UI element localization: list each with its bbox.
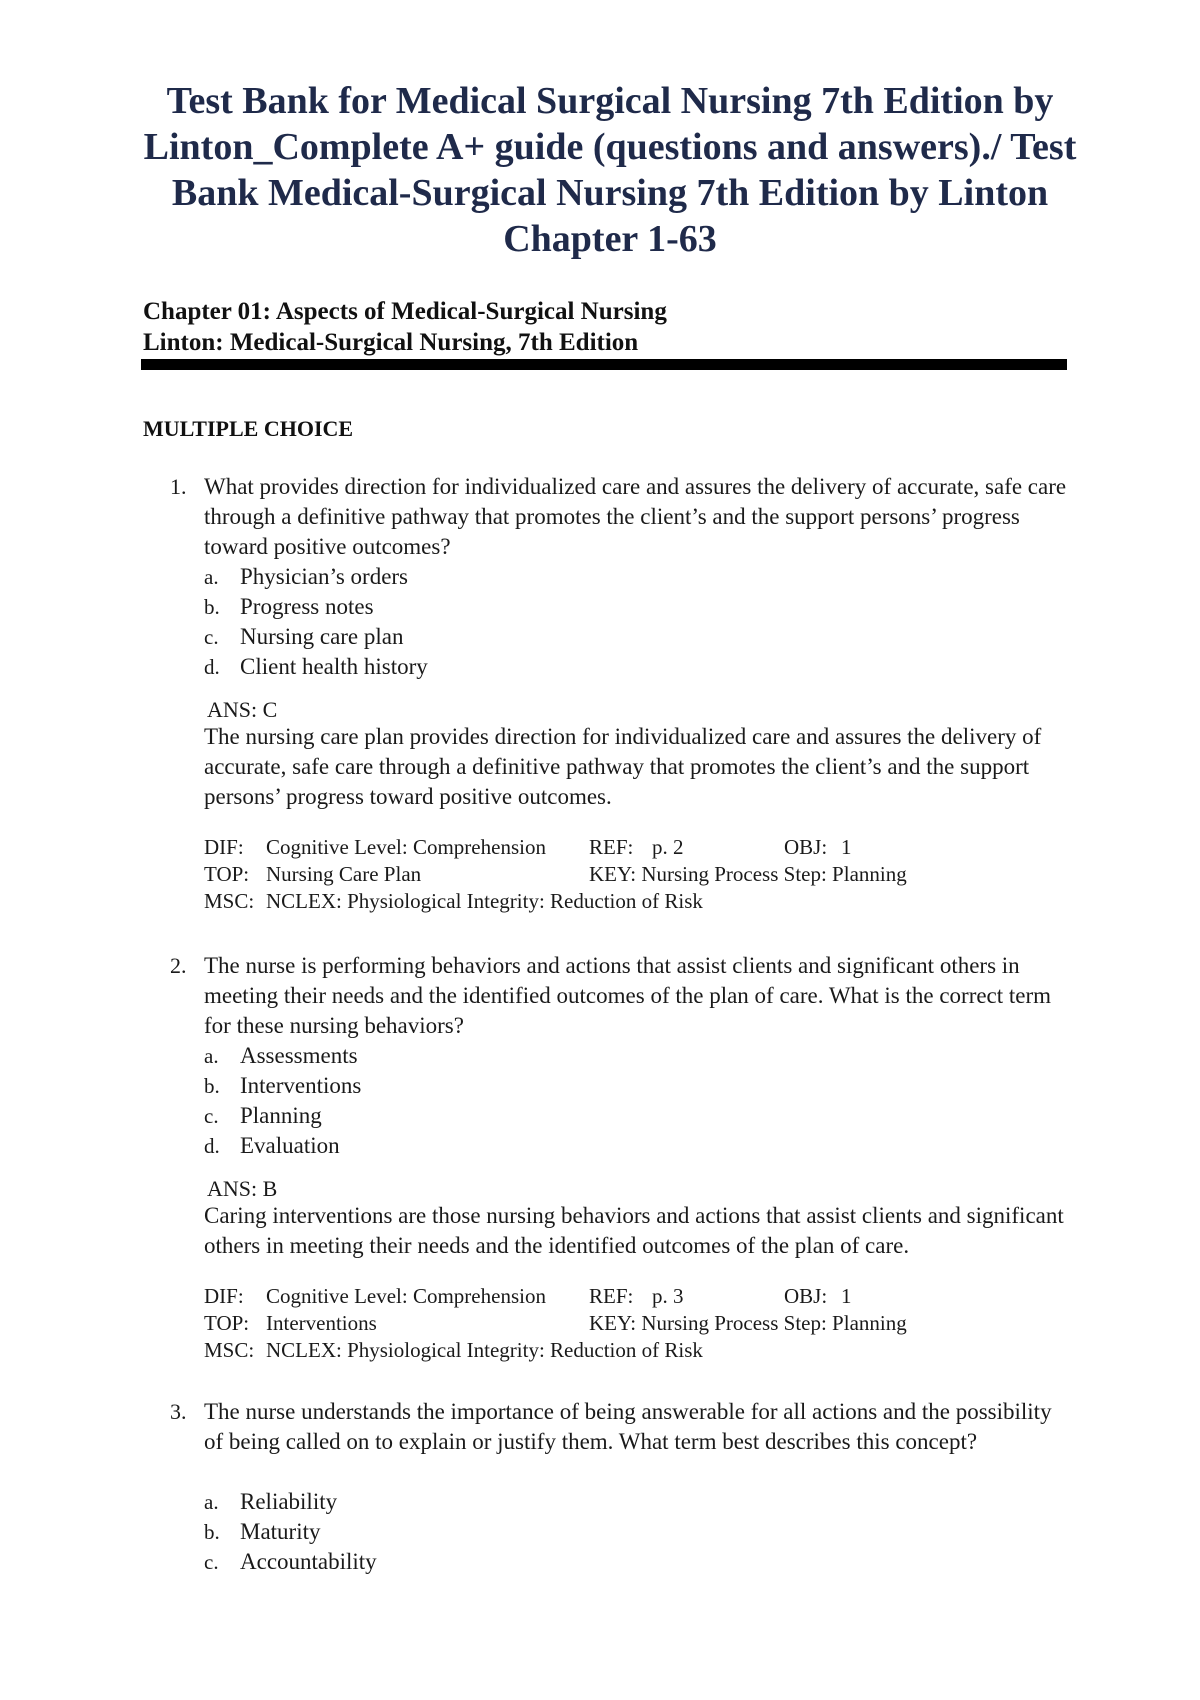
choice-text: Reliability — [240, 1489, 338, 1514]
book-title: Linton: Medical-Surgical Nursing, 7th Edition — [143, 329, 639, 356]
choice-c — [204, 1101, 361, 1131]
question-text: What provides direction for individualized care and assures the delivery of accurate, safe care through a definitive pathway that promotes the client’s and the support persons’ progress toward positive outcomes? — [204, 474, 1067, 559]
choice-text: Interventions — [240, 1073, 362, 1098]
msc-value: NCLEX: Physiological Integrity: Reduction of Risk — [266, 1338, 703, 1362]
obj-label: OBJ: — [784, 835, 828, 859]
choice-letter: c. — [204, 625, 219, 649]
top-label: TOP: — [204, 862, 250, 886]
choice-letter: b. — [204, 595, 220, 619]
key-value: KEY: Nursing Process Step: Planning — [589, 862, 907, 886]
choice-a — [204, 1487, 377, 1517]
choice-b — [204, 592, 428, 622]
answer-rationale: The nursing care plan provides direction for individualized care and assures the delivery of accurate, safe care through a definitive pathway that promotes the client’s and the support persons’ progress toward positive outcomes. — [204, 724, 1042, 809]
question-number: 1. — [170, 474, 187, 499]
choice-d — [204, 652, 428, 682]
choice-text: Nursing care plan — [240, 624, 404, 649]
choice-letter: b. — [204, 1520, 220, 1544]
choice-letter: d. — [204, 655, 220, 679]
top-value: Interventions — [266, 1311, 377, 1335]
choice-letter: a. — [204, 1044, 219, 1068]
choice-c — [204, 622, 428, 652]
answer-label: ANS: C — [207, 697, 278, 722]
choice-text: Assessments — [240, 1043, 358, 1068]
ref-value: p. 3 — [652, 1284, 684, 1308]
choice-text: Client health history — [240, 654, 428, 679]
dif-value: Cognitive Level: Comprehension — [266, 835, 546, 859]
choice-text: Planning — [240, 1103, 322, 1128]
dif-value: Cognitive Level: Comprehension — [266, 1284, 546, 1308]
choice-a — [204, 562, 428, 592]
obj-value: 1 — [841, 1284, 852, 1308]
chapter-title: Chapter 01: Aspects of Medical-Surgical Nursing — [143, 298, 667, 325]
ref-value: p. 2 — [652, 835, 684, 859]
dif-label: DIF: — [204, 835, 244, 859]
question-number: 2. — [170, 953, 187, 978]
choice-text: Progress notes — [240, 594, 374, 619]
choice-d — [204, 1131, 361, 1161]
question-number: 3. — [170, 1399, 187, 1424]
choice-text: Accountability — [240, 1549, 377, 1574]
choice-text: Physician’s orders — [240, 564, 409, 589]
document-title: Test Bank for Medical Surgical Nursing 7th Edition by Linton_Complete A+ guide (questions and answers)./ Test Bank Medical-Surgical Nursing 7th Edition by Linton Chapter 1-63 — [143, 80, 1077, 260]
choice-list — [204, 1041, 361, 1161]
answer-label: ANS: B — [207, 1176, 278, 1201]
dif-label: DIF: — [204, 1284, 244, 1308]
msc-label: MSC: — [204, 1338, 255, 1362]
answer-rationale: Caring interventions are those nursing behaviors and actions that assist clients and significant others in meeting their needs and the identified outcomes of the plan of care. — [204, 1203, 1064, 1258]
choice-list — [204, 562, 428, 682]
key-value: KEY: Nursing Process Step: Planning — [589, 1311, 907, 1335]
msc-value: NCLEX: Physiological Integrity: Reduction of Risk — [266, 889, 703, 913]
question-text: The nurse is performing behaviors and actions that assist clients and significant others in meeting their needs and the identified outcomes of the plan of care. What is the correct term for these nursing behaviors? — [204, 953, 1052, 1038]
top-label: TOP: — [204, 1311, 250, 1335]
obj-value: 1 — [841, 835, 852, 859]
choice-b — [204, 1071, 361, 1101]
question-text: The nurse understands the importance of being answerable for all actions and the possibility of being called on to explain or justify them. What term best describes this concept? — [204, 1399, 1052, 1454]
obj-label: OBJ: — [784, 1284, 828, 1308]
choice-text: Maturity — [240, 1519, 321, 1544]
choice-letter: a. — [204, 565, 219, 589]
choice-c — [204, 1547, 377, 1577]
chapter-header — [143, 296, 667, 358]
choice-b — [204, 1517, 377, 1547]
top-value: Nursing Care Plan — [266, 862, 422, 886]
msc-label: MSC: — [204, 889, 255, 913]
choice-letter: c. — [204, 1104, 219, 1128]
section-heading: MULTIPLE CHOICE — [143, 416, 354, 441]
choice-letter: a. — [204, 1490, 219, 1514]
choice-letter: c. — [204, 1550, 219, 1574]
choice-letter: d. — [204, 1134, 220, 1158]
choice-letter: b. — [204, 1074, 220, 1098]
header-divider — [141, 359, 1067, 370]
choice-text: Evaluation — [240, 1133, 340, 1158]
choice-a — [204, 1041, 361, 1071]
ref-label: REF: — [589, 835, 634, 859]
ref-label: REF: — [589, 1284, 634, 1308]
choice-list — [204, 1487, 377, 1577]
